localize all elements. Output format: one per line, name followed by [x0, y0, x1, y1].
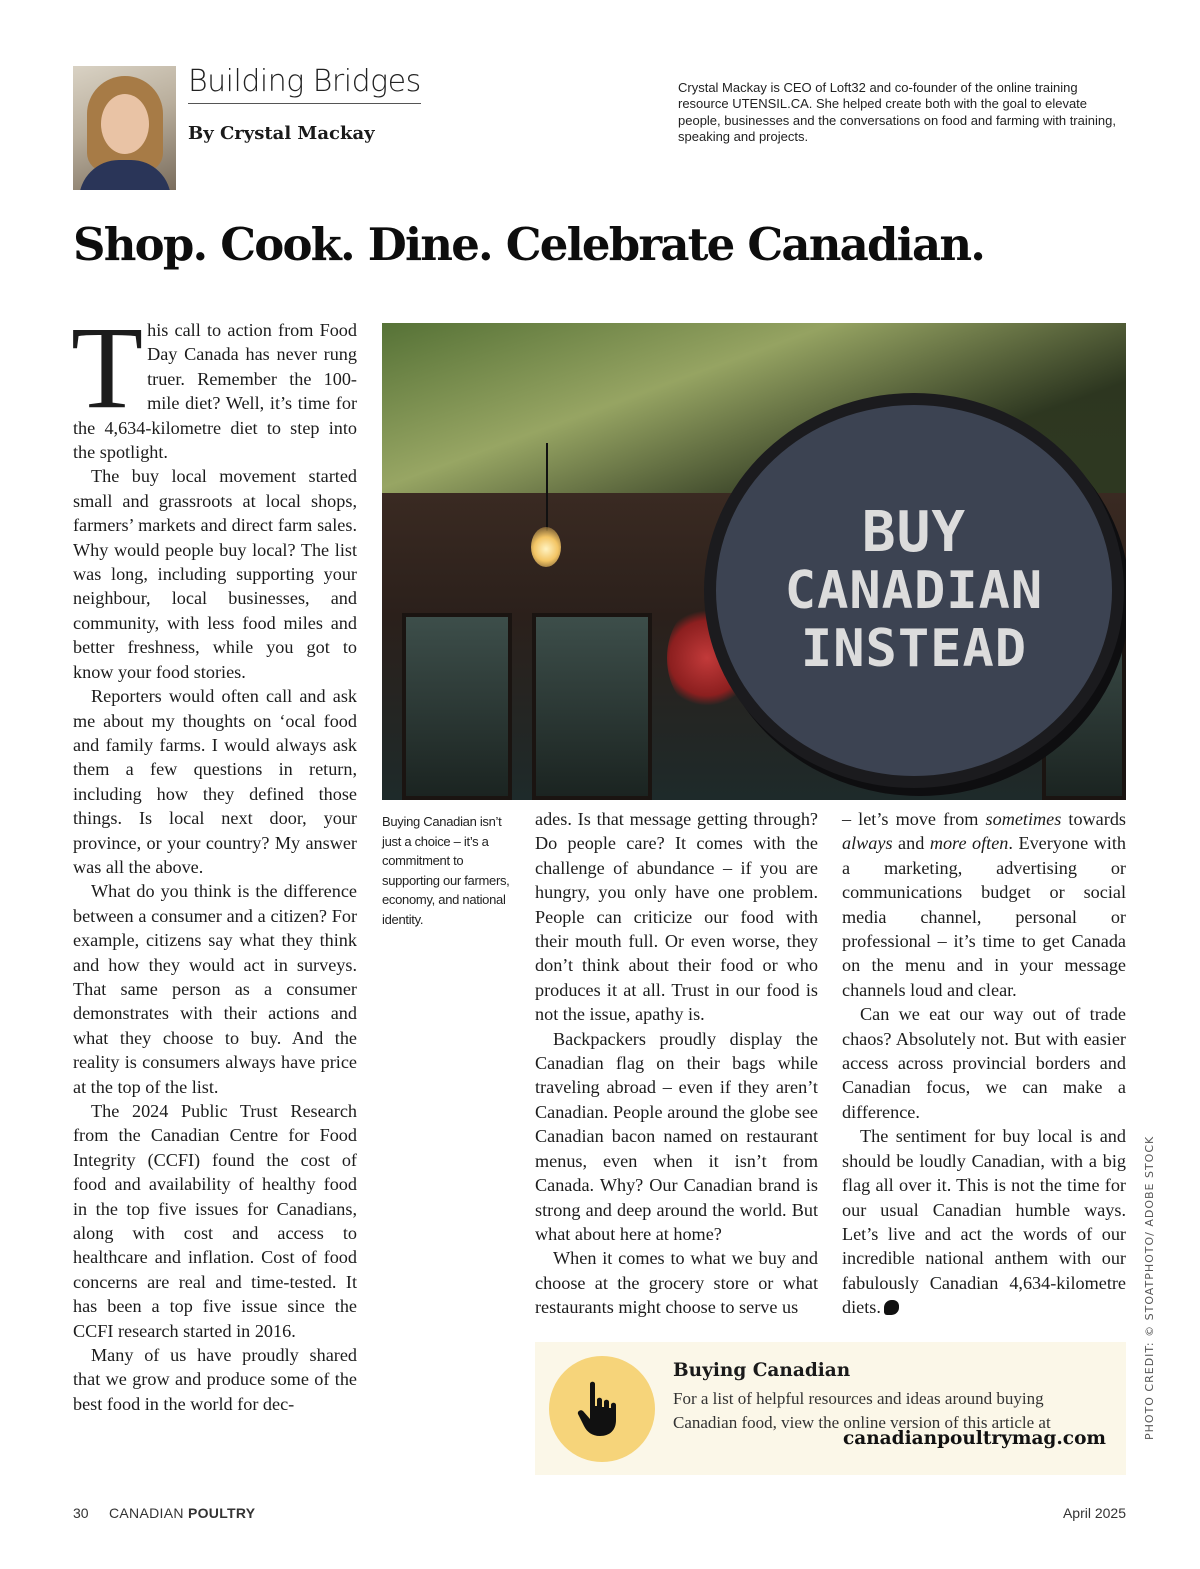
- paragraph: [71, 302, 357, 464]
- sign-text: CANADIAN: [784, 560, 1044, 621]
- callout-box: [535, 1342, 1126, 1475]
- article-column-1: [71, 302, 357, 1416]
- sign-text: INSTEAD: [800, 618, 1028, 679]
- article-column-2: [535, 807, 818, 1320]
- paragraph: ades. Is that message getting through? Do people care? It comes with the challenge of abundance – if you are hungry, you only have one problem. People can criticize our food with their mouth full. Or even worse, they don’t think about their food or who produces it at all. Trust in our food is not the issue, apathy is.: [535, 809, 818, 1025]
- paragraph: Backpackers proudly display the Canadian flag on their bags while traveling abroad – even if they aren’t Canadian. People around the globe see Canadian bacon named on restaurant menus, even when it isn’t from Canada. Why? Our Canadian brand is strong and deep around the world. But what about here at home?: [535, 1028, 818, 1244]
- pointing-hand-icon: [549, 1356, 655, 1462]
- paragraph: Reporters would often call and ask me about my thoughts on ‘ocal food and family farms. I would always ask them a few questions in return, including how they defined those things. Is local next door, your province, or your country? My answer was all the above.: [73, 686, 357, 877]
- callout-title: Buying Canadian: [673, 1360, 851, 1381]
- photo-caption: Buying Canadian isn’t just a choice – it’s a commitment to supporting our farmers, economy, and national identity.: [382, 814, 510, 927]
- column-name: Building Bridges: [188, 64, 421, 104]
- paragraph: The 2024 Public Trust Research from the Canadian Centre for Food Integrity (CCFI) found the cost of food and availability of healthy food in the top five issues for Canadians, along with cost and access to healthcare and inflation. Cost of food concerns are real and time-tested. It has been a top five issue since the CCFI research started in 2016.: [73, 1101, 357, 1341]
- paragraph: The sentiment for buy local is and should be loudly Canadian, with a big flag all over it. This is not the time for our usual Canadian humble ways. Let’s live and act the words of our incredible national anthem with our fabulously Canadian 4,634-kilometre diets.: [842, 1126, 1126, 1318]
- author-photo: [73, 66, 176, 190]
- byline: By Crystal Mackay: [188, 123, 375, 144]
- issue-date: April 2025: [1062, 1505, 1126, 1521]
- headline: Shop. Cook. Dine. Celebrate Canadian.: [73, 218, 985, 271]
- paragraph: – let’s move from sometimes towards always and more often. Everyone with a marketing, advertising or communications budget or social media channel, personal or professional – it’s time to get Canada on the menu and in your message channels loud and clear.: [842, 809, 1126, 1000]
- paragraph: Many of us have proudly shared that we grow and produce some of the best food in the world for dec-: [73, 1345, 357, 1414]
- paragraph: The buy local movement started small and grassroots at local shops, farmers’ markets and direct farm sales. Why would people buy local? The list was long, including supporting your neighbour, local businesses, and community, with less food miles and better freshness, while you got to know your food stories.: [73, 466, 357, 682]
- sign-text: BUY: [861, 499, 967, 565]
- paragraph: Can we eat our way out of trade chaos? Absolutely not. But with easier access across provincial borders and Canadian focus, we can make a difference.: [842, 1004, 1126, 1122]
- drop-cap: T: [71, 302, 144, 433]
- page-number: 30: [73, 1505, 89, 1521]
- end-mark-icon: [884, 1300, 899, 1315]
- magazine-name: CANADIAN POULTRY: [109, 1505, 256, 1521]
- paragraph-text: his call to action from Food Day Canada has never rung truer. Remember the 100-mile diet? Well, it’s time for the 4,634-kilometre diet to step into the spotlight.: [73, 320, 357, 463]
- author-bio: Crystal Mackay is CEO of Loft32 and co-founder of the online training resource UTENSIL.CA. She helped create both with the goal to elevate people, businesses and the conversations on food and farming with training, speaking and projects.: [678, 80, 1116, 144]
- photo-credit: PHOTO CREDIT: © STOATPHOTO/ ADOBE STOCK: [1143, 1135, 1156, 1440]
- callout-text: For a list of helpful resources and ideas around buying Canadian food, view the online version of this article at: [673, 1389, 1051, 1432]
- light-bulb-icon: [531, 527, 561, 567]
- article-column-3: [842, 807, 1126, 1320]
- paragraph: What do you think is the difference between a consumer and a citizen? For example, citizens say what they think and how they would act in surveys. That same person as a consumer demonstrates with their actions and what they choose to buy. And the reality is consumers always have price at the top of the list.: [73, 881, 357, 1097]
- callout-link[interactable]: canadianpoultrymag.com: [842, 1428, 1106, 1449]
- paragraph: When it comes to what we buy and choose at the grocery store or what restaurants might choose to serve us: [535, 1248, 818, 1318]
- sign: [704, 393, 1124, 788]
- buy-canadian-sign-photo: [382, 323, 1126, 800]
